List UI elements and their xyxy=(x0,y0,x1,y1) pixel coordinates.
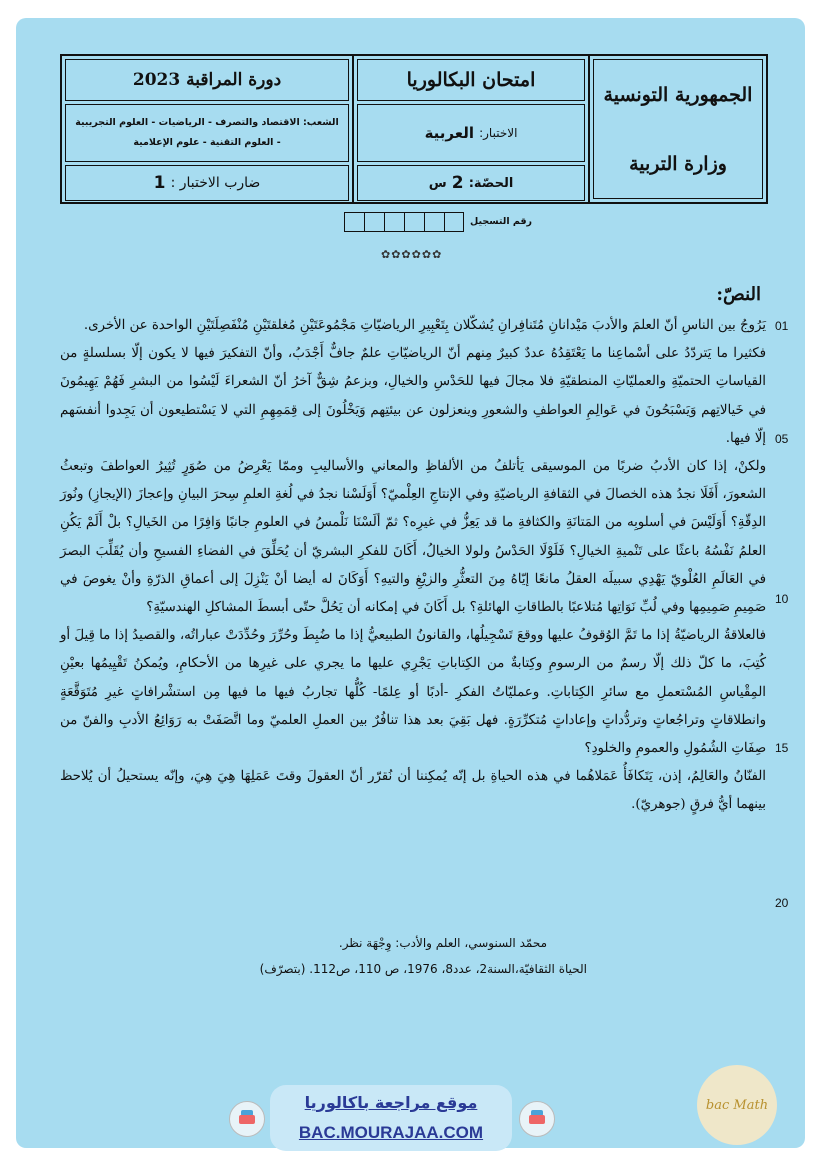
registration-digit-box[interactable] xyxy=(384,212,404,232)
paragraph: الفنّانُ والعَالِمُ، إذن، يَتَكافَأُ عَمَلاهُما في هذه الحياةِ بل إنّه يُمكِننا أن نُقرّر أنّ العقولَ وقتَ عَمَلِهَا هِيَ هِيَ، وإنّه يستحيلُ أن يُلاحظ بينهما أيُّ فرقٍ (جوهريّ). xyxy=(60,769,766,813)
session-box xyxy=(65,59,349,101)
line-number: 10 xyxy=(775,592,789,606)
registration-digit-box[interactable] xyxy=(424,212,444,232)
coefficient-value: 1 xyxy=(153,173,166,193)
duration-label: الحصّة: xyxy=(468,175,514,191)
republic-label: الجمهورية التونسية xyxy=(603,83,753,106)
header-session-column xyxy=(62,56,352,202)
registration-label: رقم التسجيل xyxy=(470,216,533,227)
coefficient-label: ضارب الاختبار : xyxy=(170,175,261,191)
paragraph: فالعلاقةُ الرياضيّةُ إذا ما تَمَّ الوُقوفُ عليها ووقعَ تَسْجِيلُها، والقانونُ الطبيعيُّ إذا ما ضُبِطَ وحُرِّرَ وحُدِّدَتْ عباراتُه، والقصيدُ إذا ما قِيلَ أو كُتِبَ، ما كلّ ذلك إلّا رسمٌ من الرسومِ وكِتابةٌ من الكِتاباتِ يَجْرِي عليها ما يجري على غيرِها من الأحكامِ، ويُمكنُ تَقْيِيمُها بعيْنِ المِقْياسِ المُسْتعملِ مع سائرِ الكِتاباتِ. وعمليّاتُ الفكرِ -أدبًا أو عِلمًا- كُلُّها تجاربُ فيها ما فيها مِن استشْرافاتٍ غيرِ مُتَوَقَّعَةٍ وانطلاقاتٍ وتراجُعاتٍ وتردُّداتٍ وإعاداتٍ مُتكرِّرَةٍ. فهل بَقِيَ بعد هذا تنافُرٌ بين العملِ العلميّ وما اتَّصَفَتْ به رَوَائِعُ الأدبِ والفنّ من صِفَاتِ الشُمُولِ والعمومِ والخلودِ؟ xyxy=(60,628,766,757)
footer-site-arabic[interactable]: موقع مراجعة باكالوريا xyxy=(304,1093,478,1112)
text-body xyxy=(60,312,766,820)
line-number: 01 xyxy=(775,319,789,333)
books-logo-icon xyxy=(229,1101,265,1137)
authority-box xyxy=(593,59,763,199)
exam-header xyxy=(60,54,768,204)
line-number: 05 xyxy=(775,432,789,446)
paragraph: يَرُوجُ بين الناسِ أنّ العلمَ والأدبَ مَيْدانانِ مُتَنافِرانِ يُشكّلان بِتَعْبِيرِ الرياضيّاتِ مَجْمُوعَتَيْنِ مُغلقتَيْنِ مُنْفَصِلَتَيْنِ الواحدة عن الأخرى. xyxy=(83,318,766,333)
duration-value: 2 xyxy=(451,173,464,193)
line-number: 20 xyxy=(775,896,789,910)
subject-label: الاختبار: xyxy=(479,126,518,140)
subject-name: العربية xyxy=(424,124,474,142)
footer-site-link[interactable]: BAC.MOURAJAA.COM xyxy=(298,1123,484,1142)
source-author: محمّد السنوسي، العلم والأدب: وِجْهَة نظر. xyxy=(338,936,547,950)
source-citation xyxy=(260,930,587,982)
registration-digit-box[interactable] xyxy=(404,212,424,232)
paragraph: ولكنْ، إذا كان الأدبُ ضربًا من الموسيقى يَأتلفُ من الألفاظِ والمعاني والأساليبِ وممّا يَعْرِضُ من صُوَرٍ تُثِيرُ العواطفَ وتبعثُ الشعورَ، أَفَلَا نجدُ هذه الخصالَ في الثقافةِ الرياضيّةِ وفي الإنتاجِ العِلْميّ؟ أَوَلَسْنا نجدُ في لُغةِ العلمِ سِحرَ البيانِ وإعجازَ (الإيجازِ) ونُورَ الدِقّةِ؟ أَوَلَيْسَ في أسلوبِه من المَتانَةِ والكثافةِ ما قد يَعِزُّ في غيرِه؟ ثمّ ألَسْنَا نَلْمسُ في العلومِ جانبًا وَافِرًا من الخَيالِ؟ بلْ أَلَمْ يَكُنِ العلمُ نَفْسُهُ باعثًا على تَنْميةِ الخيالِ؟ فَلَوْلَا الحَدْسُ ولولا الخيالُ، أَكَانَ للفكرِ البشريّ أن يُحَلِّقَ في الفضاءِ الفسيحِ وأن يُقَلِّبَ البصرَ في العَالَمِ العُلْويّ يَهْدِي سبيلَه العقلُ مانعًا إيّاهُ مِنَ التعثُّرِ والزيْغِ والتيهِ؟ أَوَكَانَ له أيضا أنْ يَنْزِلَ إلى أعماقِ الذرّةِ وأنْ يغوصَ في صَمِيمِ صَمِيمِها وفي لُبِّ نَوَاتِها مُتلاعبًا بالطاقاتِ الهائلةِ؟ بل أَكَانَ في إمكانه أن يَحُلَّ حتّى أبسطَ المشاكلِ الهندسيّةِ؟ xyxy=(60,459,766,616)
ornament-divider: ✿✿✿✿✿✿ xyxy=(381,248,443,261)
subject-box xyxy=(357,104,585,162)
branches-line-1: الشعب: الاقتصاد والتصرف - الرياضيات - العلوم التجريبية xyxy=(75,117,339,128)
header-exam-column xyxy=(352,56,588,202)
registration-digit-box[interactable] xyxy=(364,212,384,232)
exam-title-box xyxy=(357,59,585,101)
registration-boxes[interactable] xyxy=(344,212,464,232)
exam-title: امتحان البكالوريا xyxy=(406,69,536,91)
registration-digit-box[interactable] xyxy=(444,212,464,232)
paragraph: فكثيرا ما يَتردّدُ على أسْماعِنا ما يَعْتَقِدُهُ عددٌ كبيرٌ مِنهم أنّ الرياضيّاتِ علمٌ جافٌّ أَجْدَبُ، وأنّ التفكيرَ فيها لا يكون إلّا بسلسلةٍ من القياساتِ الحتميّةِ والعمليّاتِ المنطقيّةِ فلا مجالَ فيها للحَدْسِ والخيالِ، وبزعمُ شِقٌّ آخرُ أنّ الشعراءَ لَيْسُوا من البشرِ فَهُمْ يَهِيمُونَ في خَيالاتِهم وَيَسْبَحُونَ في عَوالِمِ العواطفِ والشعورِ وينعزلون عن بيئتِهم وَيَخْلُونَ إلى قِمَمِهِمِ التي لا يَسْتطيعون أن يَجِدوا أنفسَهم إلّا فيها. xyxy=(60,346,766,446)
bac-math-badge: bac Math xyxy=(697,1065,777,1145)
header-authority-column xyxy=(588,56,766,202)
duration-unit: س xyxy=(428,175,447,191)
session-label: دورة المراقبة 2023 xyxy=(132,70,282,90)
text-title: النصّ: xyxy=(716,284,761,305)
line-number: 15 xyxy=(775,741,789,755)
coefficient-box xyxy=(65,165,349,201)
ministry-label: وزارة التربية xyxy=(629,152,727,175)
source-reference: الحياة الثقافيّة،السنة2، عدد8، 1976، ص 110، ص112. (بتصرّف) xyxy=(259,962,587,976)
registration-digit-box[interactable] xyxy=(344,212,364,232)
branches-line-2: - العلوم التقنية - علوم الإعلامية xyxy=(133,137,281,148)
books-logo-icon xyxy=(519,1101,555,1137)
branches-box xyxy=(65,104,349,162)
duration-box xyxy=(357,165,585,201)
